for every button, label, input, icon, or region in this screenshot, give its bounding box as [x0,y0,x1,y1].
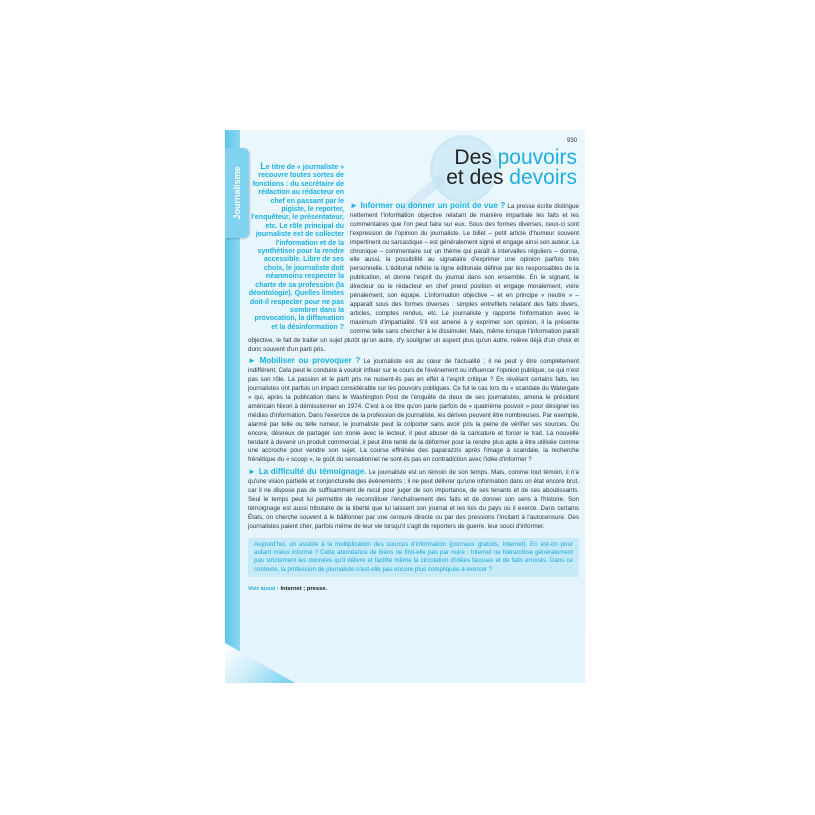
title-text: Des [454,146,498,169]
intro-text: e titre de « journaliste » recouvre toutes sortes de fonctions : du secrétaire de rédaction au rédacteur en chef en passant par le pigiste, le reporter, l'enquêteur, le présentateur, etc. Le rôle principal du journaliste est de collecter l'information et de la synthétiser pour la rendre accessible. Libre de ses choix, le journaliste doit néanmoins respecter la charte de sa profession (la déontologie). Quelles limites doit-il respecter pour ne pas sombrer dans la provocation, la diffamation et la désinformation ? [248,164,344,331]
see-also-label: Voir aussi : [248,586,281,593]
section-text: La presse écrite distingue nettement l'information objective relatant de manière impartiale les faits et les commentaires que l'on peut faire sur eux. Sous des formes diverses, ceux-ci sont l'expression de l'opinion du journaliste. Le billet – petit article d'humeur souvent impertinent ou sarcastique – est généralement signé et engage ainsi son auteur. La chronique – commentaire sur un thème qui paraît à intervalles réguliers – donne, elle aussi, la possibilité au signataire d'exprimer une opinion parfois très personnelle. L'éditorial reflète la ligne éditoriale définie par les responsables de la publication, et donne l'esprit du journal dans son ensemble. En le signant, le directeur ou le rédacteur en chef prend position et engage moralement, voire pénalement, son équipe. L'information objective – et en principe « neutre » – apparaît sous des formes diverses : simples entrefilets relatant des faits divers, articles, comptes rendus, etc. Le journaliste y rapporte l'information avec le maximum d'impartialité. S'il est amené à y exprimer son opinion, il la présente comme telle sans chercher à le dissimuler. Mais, même lorsque l'information paraît objective, le fait de traiter un sujet plutôt qu'un autre, d'y souligner un aspect plus qu'un autre, relève déjà d'un choix et donc souvent d'un parti pris. [248,203,579,353]
section-tab-label: Journalisme [232,166,242,220]
section-mobiliser [248,357,579,465]
section-text: Le journaliste est au cœur de l'actualité ; il ne peut y être complètement indifférent. Cela peut le conduire à vouloir influer sur le cours de l'événement ou influencer l'opinion publique, ce qui n'est pas son rôle. La passion et le parti pris ne nuisent-ils pas en effet à l'esprit critique ? En révélant certains faits, les journalistes ont parfois un impact considérable sur les pouvoirs politiques. Ce fut le cas lors du « scandale du Watergate » qui, après la publication dans le Washington Post de l'enquête de deux de ses journalistes, amena le président américain Nixon à démissionner en 1974. C'est à ce titre qu'on parle parfois de « quatrième pouvoir » pour désigner les médias d'information. Dans l'exercice de la profession de journaliste, les dérives peuvent être nombreuses. Par exemple, alarmé par telle ou telle rumeur, le journaliste peut la colporter sans avoir pris la peine de vérifier ses sources. Ou encore, désireux de partager son ironie avec le lecteur, il peut abuser de la caricature et forcer le trait. La nouvelle tendant à devenir un produit commercial, il peut être tenté de la déformer pour la rendre plus apte à être utilisée comme une accroche pour vendre son sujet. La course effrénée des paparazzis après l'image à scandale, la recherche frénétique du « scoop », le goût du sensationnel ne sont-ils pas en contradiction avec l'idée d'informer ? [248,358,579,464]
page-number: 930 [566,138,577,144]
highlight-box: Aujourd'hui, on assiste à la multiplication des sources d'information (journaux gratuits, Internet). En est-on pour autant mieux informé ? Cette abondance de biens ne finit-elle pas par nuire : Internet ne hiérarchise généralement pas strictement les données qu'il délivre et facilite même la circulation d'idées fausses et de faits erronés. Dans ce contexte, la profession de journaliste n'est-elle pas encore plus compliquée à exercer ? [248,538,579,578]
see-also [248,585,579,594]
document-page [225,130,585,683]
title-highlight: devoirs [509,166,577,189]
section-heading: ► La difficulté du témoignage. [248,467,367,477]
section-tab [225,148,249,238]
article-body [248,162,579,594]
page-curl-decoration [225,643,295,683]
section-text: Le journaliste est un témoin de son temps. Mais, comme tout témoin, il n'a qu'une vision partielle et conjoncturelle des événements ; il ne peut délivrer qu'une information dans un état encore brut, car il ne dispose pas de suffisamment de recul pour juger de son importance, de ses tenants et de ses aboutissants. Seul le temps peut lui permettre de reconstituer l'enchaînement des faits et de donner son sens à l'histoire. Son témoignage est aussi tributaire de la liberté que lui laissent son journal et les lois du pays où il exerce. Dans certains États, on cherche souvent à le bâillonner par une censure directe ou par des pressions l'incitant à l'autocensure. Des journalistes paient cher, parfois même de leur vie lorsqu'il s'agit de reporters de guerre, leur souci d'informer. [248,469,579,530]
intro-sidebar [248,162,344,332]
section-heading: ► Mobiliser ou provoquer ? [248,356,361,366]
section-heading: ► Informer ou donner un point de vue ? [350,201,506,210]
drop-letter: L [260,161,266,171]
title-highlight: pouvoirs [497,146,577,169]
see-also-links: Internet ; presse. [280,586,328,593]
section-temoignage [248,468,579,531]
title-area-spacer [350,162,579,202]
title-text: et des [446,166,510,189]
